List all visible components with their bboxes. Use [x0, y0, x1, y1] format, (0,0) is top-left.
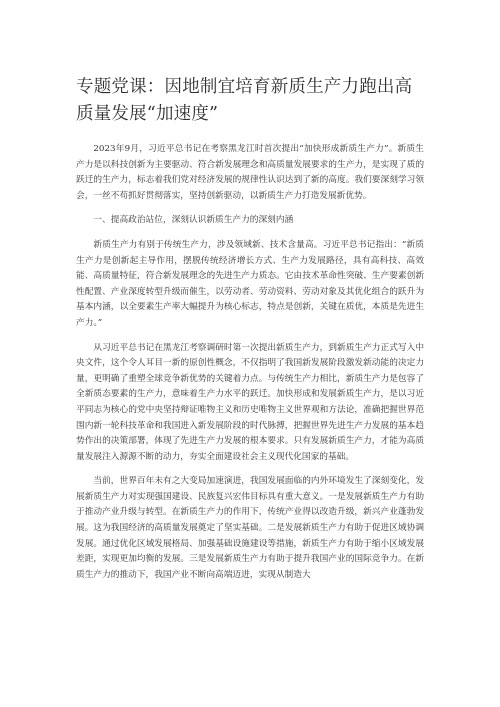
paragraph-origin: 从习近平总书记在黑龙江考察调研时第一次提出新质生产力，到新质生产力正式写入中央文件，这个令人耳目一新的原创性概念，不仅指明了我国新发展阶段激发新动能的决定力量，更明确了重塑全球竞争新优势的关键着力点。与传统生产力相比，新质生产力是包容了全新质态要素的生产力，意味着生产力水平的跃迁。加快形成和发展新质生产力，是以习近平同志为核心的党中央坚持辩证唯物主义和历史唯物主义世界观和方法论，准确把握世界范围内新一轮科技革命和我国进入新发展阶段的时代脉搏，把握世界先进生产力发展的基本趋势作出的决策部署，体现了先进生产力发展的根本要求。只有发展新质生产力，才能为高质量发展注入源源不断的动力，夯实全面建设社会主义现代化国家的基础。: [76, 342, 424, 462]
section-heading-1: 一、提高政治站位，深刻认识新质生产力的深刻内涵: [93, 215, 294, 226]
paragraph-significance: 当前，世界百年未有之大变局加速演进，我国发展面临的内外环境发生了深刻变化，发展新质生产力对实现强国建设、民族复兴宏伟目标具有重大意义。一是发展新质生产力有助于推动产业升级与转型。在新质生产力的作用下，传统产业得以改造升级，新兴产业蓬勃发展。这为我国经济的高质量发展奠定了坚实基础。二是发展新质生产力有助于促进区域协调发展。通过优化区域发展格局、加强基础设施建设等措施，新质生产力有助于缩小区域发展差距，实现更加均衡的发展。三是发展新质生产力有助于提升我国产业的国际竞争力。在新质生产力的推动下，我国产业不断向高端迈进，实现从制造大: [76, 476, 424, 580]
paragraph-definition: 新质生产力有别于传统生产力，涉及领域新、技术含量高。习近平总书记指出：“新质生产力是创新起主导作用，摆脱传统经济增长方式、生产力发展路径，具有高科技、高效能、高质量特征，符合新发展理念的先进生产力质态。它由技术革命性突破、生产要素创新性配置、产业深度转型升级而催生，以劳动者、劳动资料、劳动对象及其优化组合的跃升为基本内涵，以全要素生产率大幅提升为核心标志，特点是创新，关键在质优，本质是先进生产力。”: [76, 239, 424, 328]
paragraph-intro: 2023年9月，习近平总书记在考察黑龙江时首次提出“加快形成新质生产力”。新质生产力是以科技创新为主要驱动、符合新发展理念和高质量发展要求的生产力，是实现了质的跃迁的生产力，标志着我们党对经济发展的规律性认识达到了新的高度。我们要深刻学习领会，一丝不苟抓好贯彻落实，坚持创新驱动，以新质生产力打造发展新优势。: [76, 144, 424, 201]
document-title: 专题党课：因地制宜培育新质生产力跑出高质量发展“加速度”: [76, 77, 413, 124]
